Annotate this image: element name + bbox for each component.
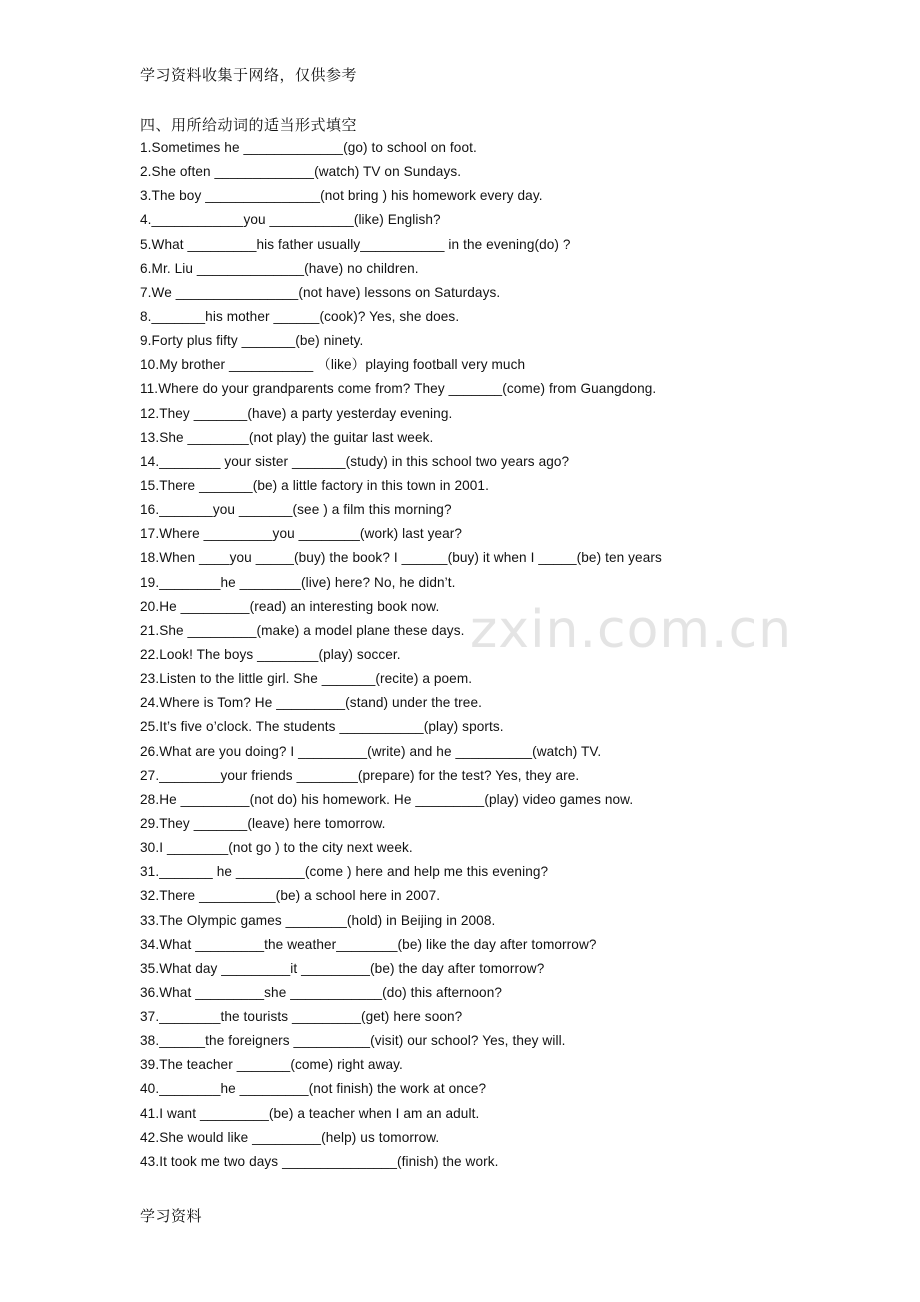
exercise-item: 28.He _________(not do) his homework. He _________(play) video games now. <box>140 791 634 807</box>
exercise-item: 16._______you _______(see ) a film this morning? <box>140 502 452 518</box>
page-header: 学习资料收集于网络，仅供参考 <box>140 66 358 84</box>
exercise-item: 5.What _________his father usually___________ in the evening(do) ? <box>140 236 571 252</box>
exercise-item: 30.I ________(not go ) to the city next week. <box>140 840 413 856</box>
exercise-item: 1.Sometimes he _____________(go) to school on foot. <box>140 140 477 155</box>
exercise-item: 34.What _________the weather________(be) like the day after tomorrow? <box>140 936 597 952</box>
exercise-item: 18.When ____you _____(buy) the book? I ______(buy) it when I _____(be) ten years <box>140 550 662 566</box>
exercise-item: 33.The Olympic games ________(hold) in Beijing in 2008. <box>140 912 496 928</box>
page-footer: 学习资料 <box>140 1207 203 1225</box>
exercise-list <box>140 136 662 1174</box>
exercise-item: 13.She ________(not play) the guitar last week. <box>140 429 434 445</box>
exercise-item: 23.Listen to the little girl. She _______(recite) a poem. <box>140 671 473 687</box>
exercise-item: 2.She often _____________(watch) TV on Sundays. <box>140 164 462 180</box>
exercise-item: 38.______the foreigners __________(visit) our school? Yes, they will. <box>140 1033 566 1049</box>
exercise-item: 14.________ your sister _______(study) in this school two years ago? <box>140 453 570 469</box>
exercise-item: 7.We ________________(not have) lessons on Saturdays. <box>140 284 501 300</box>
exercise-item: 43.It took me two days _______________(finish) the work. <box>140 1153 499 1169</box>
exercise-item: 39.The teacher _______(come) right away. <box>140 1057 403 1073</box>
exercise-item: 19.________he ________(live) here? No, he didn’t. <box>140 574 456 590</box>
exercise-item: 12.They _______(have) a party yesterday evening. <box>140 405 453 421</box>
exercise-item: 8._______his mother ______(cook)? Yes, she does. <box>140 308 460 324</box>
exercise-item: 32.There __________(be) a school here in 2007. <box>140 888 441 904</box>
exercise-item: 15.There _______(be) a little factory in this town in 2001. <box>140 477 489 493</box>
exercise-item: 31._______ he _________(come ) here and help me this evening? <box>140 864 549 880</box>
exercise-item: 10.My brother ___________ （like）playing football very much <box>140 357 526 373</box>
exercise-item: 27.________your friends ________(prepare) for the test? Yes, they are. <box>140 767 580 783</box>
exercise-item: 36.What _________she ____________(do) this afternoon? <box>140 984 503 1000</box>
exercise-item: 41.I want _________(be) a teacher when I am an adult. <box>140 1105 480 1121</box>
watermark: zxin.com.cn <box>470 600 793 660</box>
exercise-item: 3.The boy _______________(not bring ) his homework every day. <box>140 188 543 204</box>
exercise-item: 26.What are you doing? I _________(write) and he __________(watch) TV. <box>140 743 602 759</box>
exercise-item: 35.What day _________it _________(be) the day after tomorrow? <box>140 960 545 976</box>
exercise-item: 11.Where do your grandparents come from? They _______(come) from Guangdong. <box>140 381 657 397</box>
exercise-item: 21.She _________(make) a model plane these days. <box>140 622 465 638</box>
exercise-item: 29.They _______(leave) here tomorrow. <box>140 815 386 831</box>
exercise-item: 4.____________you ___________(like) English? <box>140 212 441 228</box>
exercise-item: 25.It’s five o’clock. The students ___________(play) sports. <box>140 719 504 735</box>
exercise-item: 6.Mr. Liu ______________(have) no children. <box>140 260 419 276</box>
exercise-item: 9.Forty plus fifty _______(be) ninety. <box>140 333 364 349</box>
exercise-item: 40.________he _________(not finish) the work at once? <box>140 1081 487 1097</box>
exercise-item: 37.________the tourists _________(get) here soon? <box>140 1009 463 1025</box>
exercise-item: 20.He _________(read) an interesting book now. <box>140 598 440 614</box>
exercise-item: 17.Where _________you ________(work) last year? <box>140 526 463 542</box>
exercise-item: 42.She would like _________(help) us tomorrow. <box>140 1129 440 1145</box>
exercise-item: 22.Look! The boys ________(play) soccer. <box>140 646 401 662</box>
section-title: 四、用所给动词的适当形式填空 <box>140 116 358 134</box>
exercise-item: 24.Where is Tom? He _________(stand) under the tree. <box>140 695 482 711</box>
